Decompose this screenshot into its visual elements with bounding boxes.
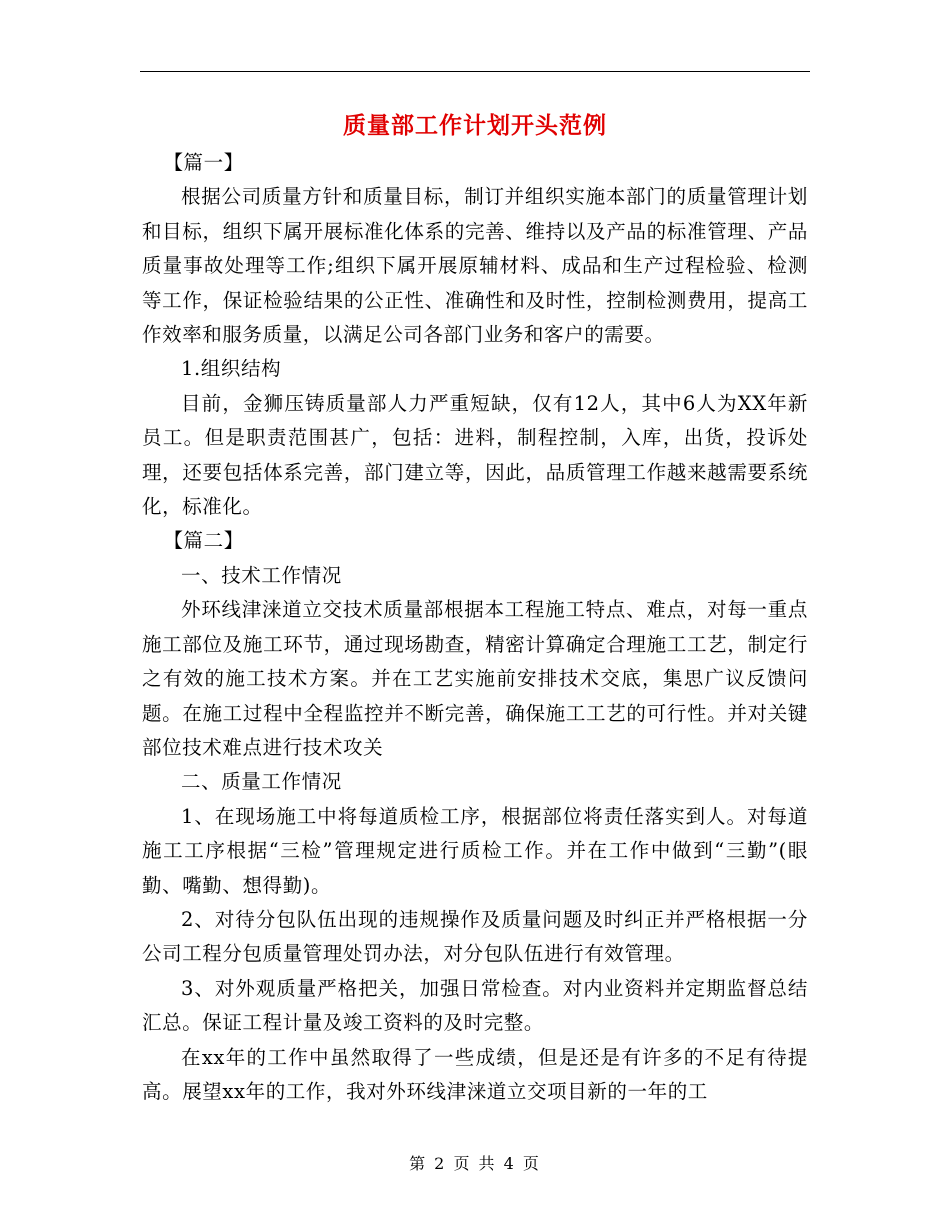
section-heading-2: 【篇二】 <box>163 529 244 553</box>
subheading-quality-work: 二、质量工作情况 <box>181 770 342 794</box>
header-rule <box>140 71 810 72</box>
document-title: 质量部工作计划开头范例 <box>343 112 607 139</box>
paragraph: 在xx年的工作中虽然取得了一些成绩，但是还是有许多的不足有待提高。展望xx年的工作，我对外环线津涞道立交项目新的一年的工 <box>142 1045 808 1103</box>
list-item: 1、在现场施工中将每道质检工序，根据部位将责任落实到人。对每道施工工序根据“三检”管理规定进行质检工作。并在工作中做到“三勤”(眼勤、嘴勤、想得勤)。 <box>142 804 808 897</box>
subheading-tech-work: 一、技术工作情况 <box>181 563 342 587</box>
section-heading-1: 【篇一】 <box>163 151 244 174</box>
paragraph: 外环线津涞道立交技术质量部根据本工程施工特点、难点，对每一重点施工部位及施工环节，通过现场勘查，精密计算确定合理施工工艺，制定行之有效的施工技术方案。并在工艺实施前安排技术交底，集思广议反馈问题。在施工过程中全程监控并不断完善，确保施工工艺的可行性。并对关键部位技术难点进行技术攻关 <box>142 598 808 759</box>
document-body <box>142 146 808 1109</box>
list-item: 2、对待分包队伍出现的违规操作及质量问题及时纠正并严格根据一分公司工程分包质量管理处罚办法，对分包队伍进行有效管理。 <box>142 907 808 966</box>
list-item: 3、对外观质量严格把关，加强日常检查。对内业资料并定期监督总结汇总。保证工程计量及竣工资料的及时完整。 <box>142 976 808 1035</box>
subheading-org-structure: 1.组织结构 <box>181 357 282 381</box>
paragraph: 根据公司质量方针和质量目标，制订并组织实施本部门的质量管理计划和目标，组织下属开展标准化体系的完善、维持以及产品的标准管理、产品质量事故处理等工作;组织下属开展原辅材料、成品和生产过程检验、检测等工作，保证检验结果的公正性、准确性和及时性，控制检测费用，提高工作效率和服务质量，以满足公司各部门业务和客户的需要。 <box>142 185 808 347</box>
paragraph: 目前，金狮压铸质量部人力严重短缺，仅有12人，其中6人为XX年新员工。但是职责范围甚广，包括：进料，制程控制，入库，出货，投诉处理，还要包括体系完善，部门建立等，因此，品质管理工作越来越需要系统化，标准化。 <box>142 391 808 519</box>
page-number-footer: 第 2 页 共 4 页 <box>409 1154 541 1173</box>
